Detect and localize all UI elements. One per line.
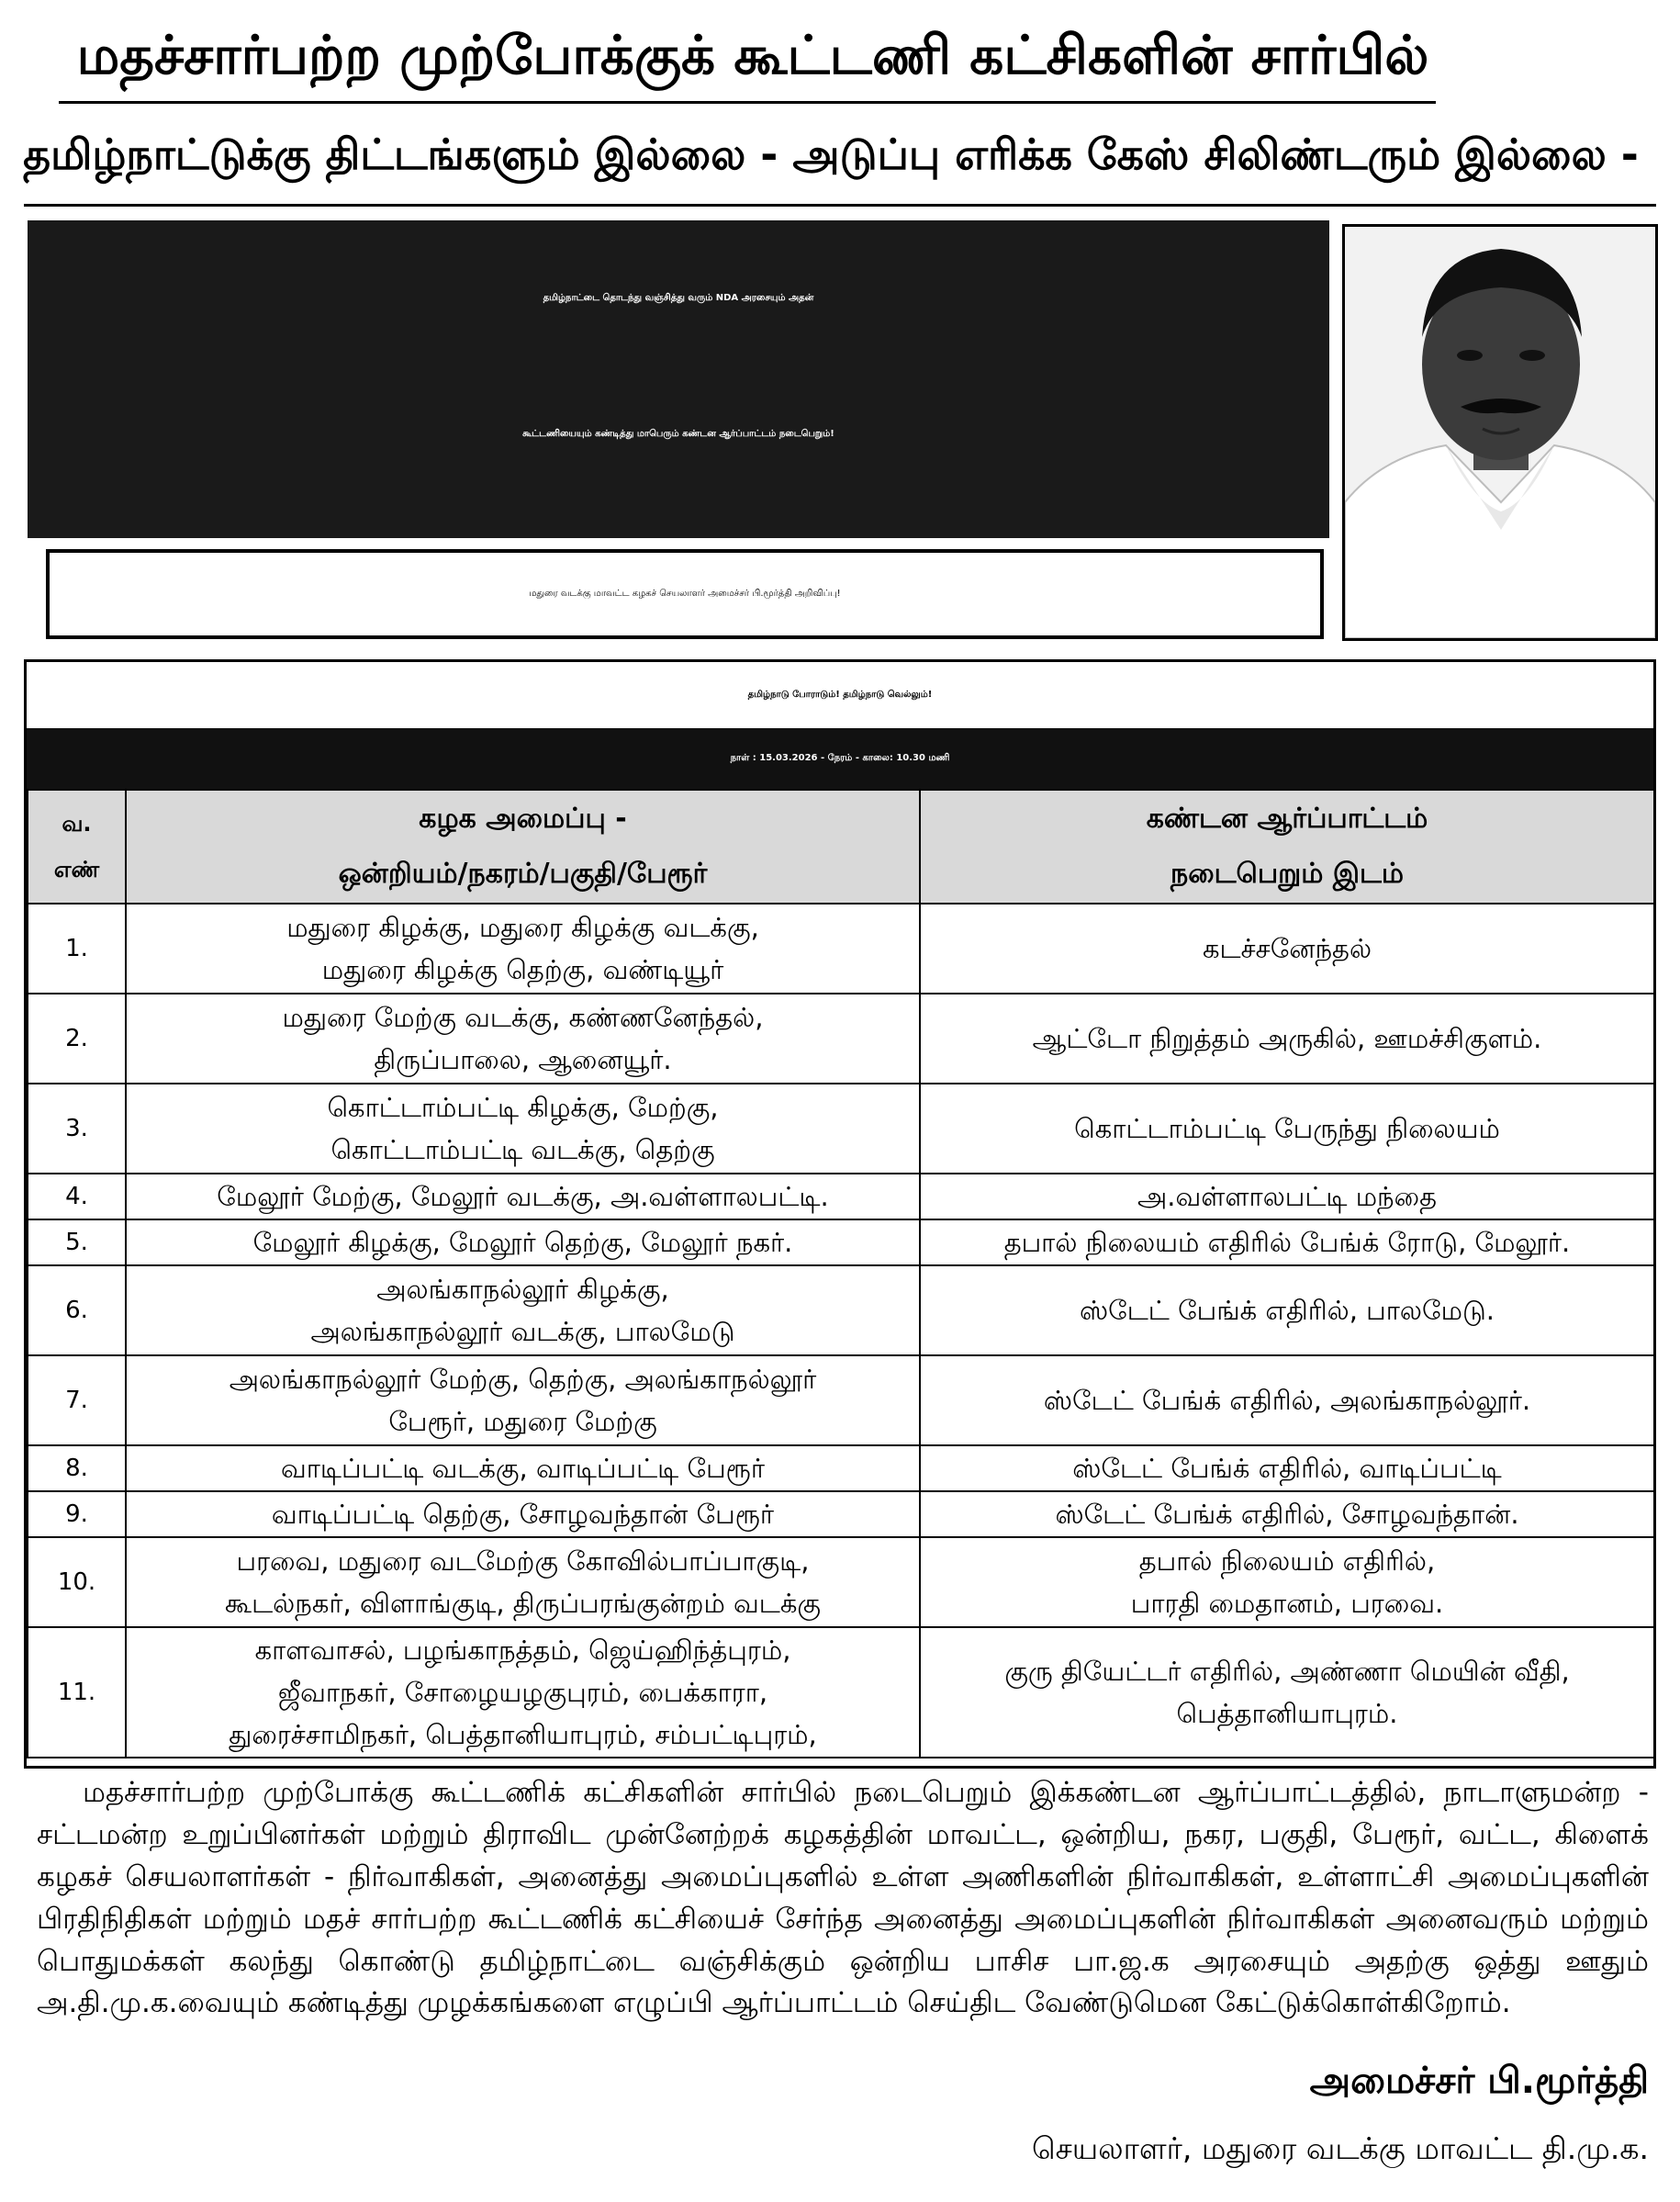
unit-line: அலங்காநல்லூர் வடக்கு, பாலமேடு bbox=[310, 1316, 735, 1347]
table-row bbox=[28, 1627, 1654, 1758]
table-row bbox=[28, 1537, 1654, 1627]
row-party-unit bbox=[126, 1627, 920, 1758]
venue-line: கடச்சனேந்தல் bbox=[1202, 933, 1372, 964]
unit-line: காளவாசல், பழங்காநத்தம், ஜெய்ஹிந்த்புரம், bbox=[254, 1635, 791, 1666]
row-venue bbox=[920, 1084, 1654, 1174]
row-venue bbox=[920, 1174, 1654, 1219]
row-venue bbox=[920, 1265, 1654, 1355]
table-row bbox=[28, 1174, 1654, 1219]
table-row bbox=[28, 1355, 1654, 1445]
unit-line: அலங்காநல்லூர் கிழக்கு, bbox=[376, 1274, 669, 1305]
row-party-unit bbox=[126, 1445, 920, 1491]
row-party-unit bbox=[126, 994, 920, 1084]
row-party-unit bbox=[126, 1491, 920, 1537]
venue-line: தபால் நிலையம் எதிரில், bbox=[1138, 1545, 1436, 1577]
header-line-2: தமிழ்நாட்டுக்கு திட்டங்களும் இல்லை - அடுப்பு எரிக்க கேஸ் சிலிண்டரும் இல்லை - bbox=[23, 129, 1639, 179]
row-serial-number: 3. bbox=[28, 1084, 126, 1174]
headline-line-2: கூட்டணியையும் கண்டித்து மாபெரும் கண்டன ஆர்ப்பாட்டம் நடைபெறும்! bbox=[522, 429, 834, 439]
row-serial-number: 10. bbox=[28, 1537, 126, 1627]
row-venue bbox=[920, 1491, 1654, 1537]
row-venue bbox=[920, 1627, 1654, 1758]
appeal-text: மதச்சார்பற்ற முற்போக்கு கூட்டணிக் கட்சிகளின் சார்பில் நடைபெறும் இக்கண்டன ஆர்ப்பாட்டத்தில், நாடாளுமன்ற - சட்டமன்ற உறுப்பினர்கள் மற்றும் திராவிட முன்னேற்றக் கழகத்தின் மாவட்ட, ஒன்றிய, நகர, பகுதி, பேரூர், வட்ட, கிளைக் கழகச் செயலாளர்கள் - நிர்வாகிகள், அனைத்து அமைப்புகளில் உள்ள அணிகளின் நிர்வாகிகள், உள்ளாட்சி அமைப்புகளின் பிரதிநிதிகள் மற்றும் மதச் சார்பற்ற கூட்டணிக் கட்சியைச் சேர்ந்த அனைத்து அமைப்புகளின் நிர்வாகிகள் அனைவரும் மற்றும் பொதுமக்கள் கலந்து கொண்டு தமிழ்நாட்டை வஞ்சிக்கும் ஒன்றிய பாசிச பா.ஜ.க அரசையும் அதற்கு ஒத்து ஊதும் அ.தி.மு.க.வையும் கண்டித்து முழக்கங்களை எழுப்பி ஆர்ப்பாட்டம் செய்திட வேண்டுமென கேட்டுக்கொள்கிறோம். bbox=[37, 1776, 1650, 2020]
header-divider-2 bbox=[24, 204, 1656, 207]
row-serial-number: 5. bbox=[28, 1219, 126, 1265]
unit-line: கொட்டாம்பட்டி கிழக்கு, மேற்கு, bbox=[327, 1092, 719, 1123]
row-serial-number: 4. bbox=[28, 1174, 126, 1219]
table-row bbox=[28, 1491, 1654, 1537]
unit-line: வாடிப்பட்டி வடக்கு, வாடிப்பட்டி பேரூர் bbox=[281, 1453, 765, 1484]
headline-line-1: தமிழ்நாட்டை தொடந்து வஞ்சித்து வரும் NDA அரசையும் அதன் bbox=[543, 293, 814, 303]
row-venue bbox=[920, 1445, 1654, 1491]
appeal-paragraph bbox=[37, 1772, 1649, 2025]
unit-line: மதுரை மேற்கு வடக்கு, கண்ணனேந்தல், bbox=[282, 1002, 764, 1033]
unit-line: பரவை, மதுரை வடமேற்கு கோவில்பாப்பாகுடி, bbox=[236, 1545, 810, 1577]
unit-line: மதுரை கிழக்கு தெற்கு, வண்டியூர் bbox=[321, 954, 724, 985]
venue-line: ஸ்டேட் பேங்க் எதிரில், சோழவந்தான். bbox=[1055, 1499, 1519, 1530]
venue-line: ஸ்டேட் பேங்க் எதிரில், வாடிப்பட்டி bbox=[1072, 1453, 1502, 1484]
announcement-box: மதுரை வடக்கு மாவட்ட கழகச் செயலாளர் அமைச்சர் பி.மூர்த்தி அறிவிப்பு! bbox=[46, 549, 1324, 639]
portrait-illustration bbox=[1345, 227, 1655, 638]
venue-line: ஸ்டேட் பேங்க் எதிரில், பாலமேடு. bbox=[1079, 1295, 1495, 1326]
row-party-unit bbox=[126, 1219, 920, 1265]
table-header-row bbox=[28, 790, 1654, 904]
row-venue bbox=[920, 904, 1654, 994]
row-serial-number: 8. bbox=[28, 1445, 126, 1491]
venue-line: அ.வள்ளாலபட்டி மந்தை bbox=[1137, 1181, 1437, 1212]
unit-line: பேரூர், மதுரை மேற்கு bbox=[388, 1406, 657, 1437]
venue-line: பாரதி மைதானம், பரவை. bbox=[1130, 1588, 1444, 1619]
header-serial-number: வ. எண் bbox=[28, 790, 126, 904]
row-serial-number: 9. bbox=[28, 1491, 126, 1537]
venue-line: தபால் நிலையம் எதிரில் பேங்க் ரோடு, மேலூர். bbox=[1003, 1227, 1571, 1258]
signatory-title: செயலாளர், மதுரை வடக்கு மாவட்ட தி.மு.க. bbox=[1031, 2130, 1649, 2166]
row-serial-number: 1. bbox=[28, 904, 126, 994]
unit-line: அலங்காநல்லூர் மேற்கு, தெற்கு, அலங்காநல்லூர் bbox=[229, 1364, 817, 1395]
row-serial-number: 2. bbox=[28, 994, 126, 1084]
venue-line: குரு தியேட்டர் எதிரில், அண்ணா மெயின் வீதி, bbox=[1004, 1656, 1570, 1687]
headline-box bbox=[28, 220, 1329, 538]
header-venue: கண்டன ஆர்ப்பாட்டம் நடைபெறும் இடம் bbox=[920, 790, 1654, 904]
date-time-band: நாள் : 15.03.2026 - நேரம் - காலை: 10.30 மணி bbox=[27, 728, 1653, 789]
header-party-unit: கழக அமைப்பு - ஒன்றியம்/நகரம்/பகுதி/பேரூர் bbox=[126, 790, 920, 904]
unit-line: ஜீவாநகர், சோழையழகுபுரம், பைக்காரா, bbox=[277, 1677, 768, 1708]
row-party-unit bbox=[126, 1174, 920, 1219]
header-divider bbox=[59, 101, 1436, 104]
table-row bbox=[28, 904, 1654, 994]
table-row bbox=[28, 994, 1654, 1084]
unit-line: கொட்டாம்பட்டி வடக்கு, தெற்கு bbox=[330, 1134, 715, 1165]
unit-line: மதுரை கிழக்கு, மதுரை கிழக்கு வடக்கு, bbox=[286, 912, 759, 943]
venue-line: கொட்டாம்பட்டி பேருந்து நிலையம் bbox=[1074, 1113, 1500, 1144]
unit-line: வாடிப்பட்டி தெற்கு, சோழவந்தான் பேரூர் bbox=[271, 1499, 775, 1530]
signatory-name: அமைச்சர் பி.மூர்த்தி bbox=[1309, 2060, 1649, 2102]
row-party-unit bbox=[126, 1084, 920, 1174]
row-party-unit bbox=[126, 904, 920, 994]
table-row bbox=[28, 1265, 1654, 1355]
header-line-1: மதச்சார்பற்ற முற்போக்குக் கூட்டணி கட்சிகளின் சார்பில் bbox=[76, 24, 1429, 86]
unit-line: மேலூர் மேற்கு, மேலூர் வடக்கு, அ.வள்ளாலபட்டி. bbox=[217, 1181, 829, 1212]
venue-line: பெத்தானியாபுரம். bbox=[1176, 1698, 1398, 1729]
slogan: தமிழ்நாடு போராடும்! தமிழ்நாடு வெல்லும்! bbox=[747, 690, 933, 700]
row-serial-number: 11. bbox=[28, 1627, 126, 1758]
table-row bbox=[28, 1445, 1654, 1491]
row-venue bbox=[920, 1537, 1654, 1627]
unit-line: மேலூர் கிழக்கு, மேலூர் தெற்கு, மேலூர் நகர். bbox=[252, 1227, 793, 1258]
unit-line: கூடல்நகர், விளாங்குடி, திருப்பரங்குன்றம் வடக்கு bbox=[224, 1588, 821, 1619]
row-party-unit bbox=[126, 1265, 920, 1355]
schedule-table-panel bbox=[24, 659, 1656, 1769]
row-serial-number: 6. bbox=[28, 1265, 126, 1355]
portrait-photo bbox=[1342, 224, 1658, 641]
row-party-unit bbox=[126, 1537, 920, 1627]
row-venue bbox=[920, 994, 1654, 1084]
unit-line: துரைச்சாமிநகர், பெத்தானியாபுரம், சம்பட்டிபுரம், bbox=[229, 1719, 817, 1750]
row-serial-number: 7. bbox=[28, 1355, 126, 1445]
row-venue bbox=[920, 1219, 1654, 1265]
venue-line: ஆட்டோ நிறுத்தம் அருகில், ஊமச்சிகுளம். bbox=[1032, 1023, 1542, 1054]
venue-line: ஸ்டேட் பேங்க் எதிரில், அலங்காநல்லூர். bbox=[1043, 1385, 1531, 1416]
table-row bbox=[28, 1084, 1654, 1174]
table-row bbox=[28, 1219, 1654, 1265]
protest-venue-table bbox=[27, 789, 1655, 1758]
row-party-unit bbox=[126, 1355, 920, 1445]
unit-line: திருப்பாலை, ஆனையூர். bbox=[374, 1044, 672, 1075]
row-venue bbox=[920, 1355, 1654, 1445]
